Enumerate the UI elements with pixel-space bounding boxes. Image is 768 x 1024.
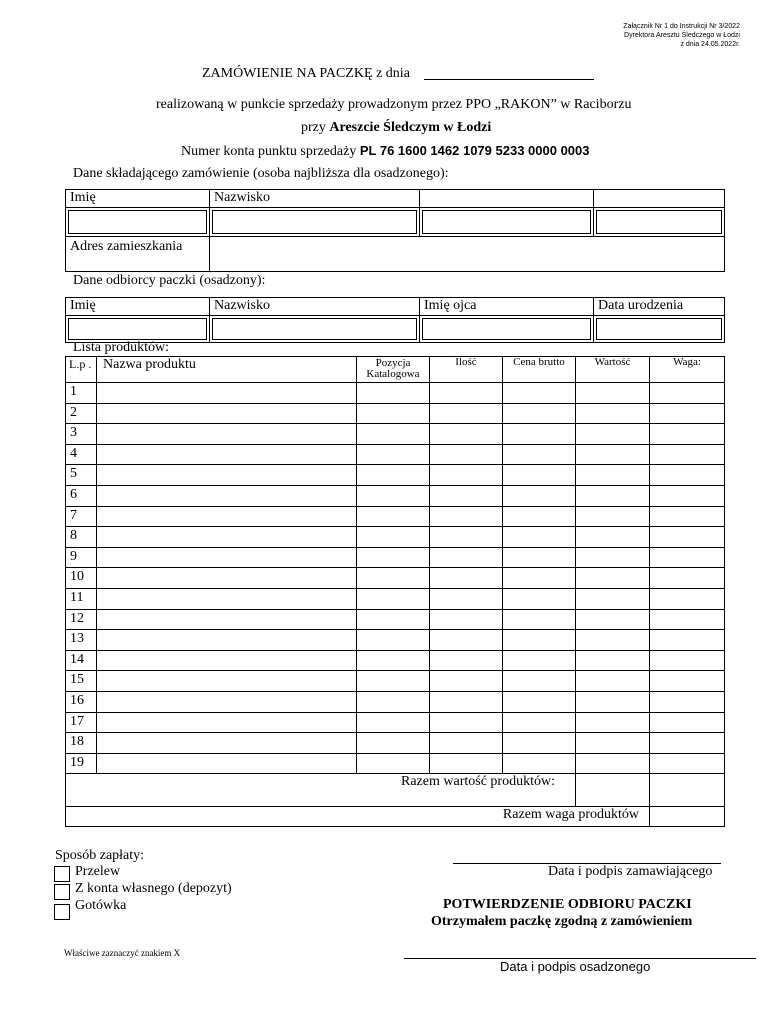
row-number: 7 [66,506,97,527]
row-product-name[interactable] [97,712,357,733]
row-product-name[interactable] [97,691,357,712]
row-value[interactable] [576,712,650,733]
row-gross-price[interactable] [503,527,576,548]
row-gross-price[interactable] [503,506,576,527]
account-number: PL 76 1600 1462 1079 5233 0000 0003 [359,143,590,158]
header-gross-price: Cena brutto [503,357,576,383]
table-row [66,465,725,486]
row-catalog-position[interactable] [357,733,430,754]
header-value: Wartość [576,357,650,383]
row-weight[interactable] [650,568,725,589]
row-catalog-position[interactable] [357,403,430,424]
row-value[interactable] [576,630,650,651]
row-gross-price[interactable] [503,753,576,774]
orderer-extra-header-2 [594,190,725,208]
row-quantity[interactable] [430,547,503,568]
row-quantity[interactable] [430,527,503,548]
row-catalog-position[interactable] [357,650,430,671]
attachment-note-line2: Dyrektora Aresztu Śledczego w Łodzi [624,32,740,39]
row-product-name[interactable] [97,527,357,548]
row-number: 19 [66,753,97,774]
row-weight[interactable] [650,588,725,609]
table-row [66,506,725,527]
table-row [66,650,725,671]
row-weight[interactable] [650,403,725,424]
row-gross-price[interactable] [503,712,576,733]
row-number: 8 [66,527,97,548]
row-weight[interactable] [650,527,725,548]
order-date-field[interactable] [424,79,594,80]
row-product-name[interactable] [97,485,357,506]
row-value[interactable] [576,403,650,424]
row-number: 9 [66,547,97,568]
attachment-note-line3: z dnia 24.05.2022r. [680,41,740,48]
table-row [66,609,725,630]
table-row [66,753,725,774]
row-product-name[interactable] [97,630,357,651]
row-product-name[interactable] [97,733,357,754]
row-quantity[interactable] [430,650,503,671]
total-value-weight-field[interactable] [650,774,725,807]
row-quantity[interactable] [430,403,503,424]
row-quantity[interactable] [430,465,503,486]
row-value[interactable] [576,733,650,754]
header-lp: L.p . [66,357,97,383]
row-product-name[interactable] [97,568,357,589]
orderer-first-name-label: Imię [66,190,210,208]
inmate-signature-label: Data i podpis osadzonego [500,959,651,974]
row-value[interactable] [576,444,650,465]
row-product-name[interactable] [97,753,357,774]
payment-deposit-checkbox[interactable] [54,884,70,900]
row-product-name[interactable] [97,650,357,671]
row-catalog-position[interactable] [357,609,430,630]
row-catalog-position[interactable] [357,424,430,445]
row-value[interactable] [576,568,650,589]
row-value[interactable] [576,609,650,630]
row-catalog-position[interactable] [357,506,430,527]
total-value-label: Razem wartość produktów: [401,774,555,790]
recipient-father-name-label: Imię ojca [420,298,594,316]
payment-deposit-label: Z konta własnego (depozyt) [75,881,232,896]
table-row [66,444,725,465]
row-weight[interactable] [650,506,725,527]
orderer-address-label: Adres zamieszkania [66,237,210,272]
row-weight[interactable] [650,671,725,692]
footnote: Właściwe zaznaczyć znakiem X [64,948,181,958]
row-weight[interactable] [650,547,725,568]
row-quantity[interactable] [430,424,503,445]
header-product-name: Nazwa produktu [97,357,357,383]
row-quantity[interactable] [430,568,503,589]
row-product-name[interactable] [97,547,357,568]
row-value[interactable] [576,547,650,568]
row-catalog-position[interactable] [357,630,430,651]
row-gross-price[interactable] [503,547,576,568]
recipient-first-name-label: Imię [66,298,210,316]
row-product-name[interactable] [97,465,357,486]
row-weight[interactable] [650,465,725,486]
attachment-note [560,22,740,49]
table-row [66,671,725,692]
orderer-first-name-field[interactable] [66,208,210,237]
row-number: 3 [66,424,97,445]
row-number: 11 [66,588,97,609]
payment-transfer-checkbox[interactable] [54,866,70,882]
table-row [66,568,725,589]
row-product-name[interactable] [97,383,357,404]
row-weight[interactable] [650,444,725,465]
row-number: 1 [66,383,97,404]
total-weight-field[interactable] [650,807,725,827]
row-value[interactable] [576,691,650,712]
subtitle-prefix: przy [301,120,330,135]
row-value[interactable] [576,465,650,486]
row-gross-price[interactable] [503,671,576,692]
row-catalog-position[interactable] [357,444,430,465]
row-value[interactable] [576,650,650,671]
recipient-first-name-field[interactable] [66,316,210,343]
header-weight: Waga: [650,357,725,383]
table-row [66,712,725,733]
row-gross-price[interactable] [503,485,576,506]
row-value[interactable] [576,383,650,404]
row-quantity[interactable] [430,609,503,630]
header-catalog-position: Pozycja Katalogowa [357,357,430,383]
total-value-label-cell [66,774,576,807]
table-row [66,424,725,445]
row-gross-price[interactable] [503,444,576,465]
orderer-table [65,189,725,272]
row-quantity[interactable] [430,630,503,651]
row-number: 10 [66,568,97,589]
row-number: 17 [66,712,97,733]
row-weight[interactable] [650,712,725,733]
orderer-last-name-label: Nazwisko [210,190,420,208]
row-number: 2 [66,403,97,424]
row-gross-price[interactable] [503,383,576,404]
row-quantity[interactable] [430,691,503,712]
row-gross-price[interactable] [503,403,576,424]
products-section-title: Lista produktów: [73,340,170,355]
row-catalog-position[interactable] [357,485,430,506]
header-quantity: Ilość [430,357,503,383]
attachment-note-line1: Załącznik Nr 1 do Instrukcji Nr 3/2022 [623,23,740,30]
row-catalog-position[interactable] [357,753,430,774]
row-value[interactable] [576,424,650,445]
table-row [66,403,725,424]
row-gross-price[interactable] [503,691,576,712]
products-table [65,356,725,827]
table-row [66,485,725,506]
account-prefix: Numer konta punktu sprzedaży [181,144,360,159]
row-value[interactable] [576,588,650,609]
row-number: 16 [66,691,97,712]
row-number: 15 [66,671,97,692]
row-product-name[interactable] [97,403,357,424]
confirmation-text: Otrzymałem paczkę zgodną z zamówieniem [431,914,693,929]
orderer-last-name-field[interactable] [210,208,420,237]
row-gross-price[interactable] [503,588,576,609]
row-weight[interactable] [650,650,725,671]
row-product-name[interactable] [97,506,357,527]
recipient-section-title: Dane odbiorcy paczki (osadzony): [73,273,266,288]
subtitle-line-2 [301,120,491,136]
row-quantity[interactable] [430,506,503,527]
row-value[interactable] [576,671,650,692]
payment-cash-label: Gotówka [75,898,127,913]
row-quantity[interactable] [430,444,503,465]
row-catalog-position[interactable] [357,671,430,692]
recipient-last-name-label: Nazwisko [210,298,420,316]
row-weight[interactable] [650,383,725,404]
row-value[interactable] [576,753,650,774]
row-weight[interactable] [650,691,725,712]
row-number: 13 [66,630,97,651]
facility-name: Areszcie Śledczym w Łodzi [329,120,492,135]
row-weight[interactable] [650,630,725,651]
orderer-section-title: Dane składającego zamówienie (osoba najbliższa dla osadzonego): [73,166,449,181]
table-row [66,630,725,651]
page-title: ZAMÓWIENIE NA PACZKĘ z dnia [202,66,410,81]
row-product-name[interactable] [97,588,357,609]
row-number: 12 [66,609,97,630]
recipient-birth-date-field[interactable] [594,316,725,343]
row-weight[interactable] [650,424,725,445]
row-weight[interactable] [650,485,725,506]
row-gross-price[interactable] [503,609,576,630]
row-value[interactable] [576,485,650,506]
row-weight[interactable] [650,753,725,774]
table-row [66,733,725,754]
orderer-signature-label: Data i podpis zamawiającego [548,864,713,879]
row-quantity[interactable] [430,671,503,692]
row-value[interactable] [576,527,650,548]
recipient-birth-date-label: Data urodzenia [594,298,725,316]
payment-label: Sposób zapłaty: [55,848,145,863]
orderer-extra-header [420,190,594,208]
row-number: 5 [66,465,97,486]
product-rows [66,383,725,774]
orderer-address-field[interactable] [210,237,725,272]
row-number: 18 [66,733,97,754]
table-row [66,691,725,712]
row-quantity[interactable] [430,383,503,404]
row-quantity[interactable] [430,733,503,754]
table-row [66,383,725,404]
row-catalog-position[interactable] [357,383,430,404]
recipient-table [65,297,725,343]
row-quantity[interactable] [430,712,503,733]
row-number: 6 [66,485,97,506]
recipient-father-name-field[interactable] [420,316,594,343]
row-catalog-position[interactable] [357,527,430,548]
total-value-field[interactable] [576,774,650,807]
row-product-name[interactable] [97,444,357,465]
orderer-extra-field[interactable] [420,208,594,237]
subtitle-line-1: realizowaną w punkcie sprzedaży prowadzonym przez PPO „RAKON” w Raciborzu [156,97,632,112]
row-catalog-position[interactable] [357,691,430,712]
row-gross-price[interactable] [503,630,576,651]
payment-transfer-label: Przelew [75,864,121,879]
total-weight-label: Razem waga produktów [66,807,650,827]
row-product-name[interactable] [97,671,357,692]
row-value[interactable] [576,506,650,527]
row-gross-price[interactable] [503,465,576,486]
row-product-name[interactable] [97,609,357,630]
row-weight[interactable] [650,733,725,754]
row-quantity[interactable] [430,588,503,609]
row-gross-price[interactable] [503,568,576,589]
row-number: 14 [66,650,97,671]
row-product-name[interactable] [97,424,357,445]
row-catalog-position[interactable] [357,465,430,486]
row-catalog-position[interactable] [357,568,430,589]
row-gross-price[interactable] [503,650,576,671]
row-weight[interactable] [650,609,725,630]
recipient-last-name-field[interactable] [210,316,420,343]
row-catalog-position[interactable] [357,588,430,609]
orderer-extra-field-2[interactable] [594,208,725,237]
account-line [181,143,589,160]
table-row [66,527,725,548]
row-gross-price[interactable] [503,424,576,445]
row-catalog-position[interactable] [357,712,430,733]
table-row [66,588,725,609]
row-quantity[interactable] [430,485,503,506]
row-quantity[interactable] [430,753,503,774]
row-number: 4 [66,444,97,465]
payment-cash-checkbox[interactable] [54,904,70,920]
table-row [66,547,725,568]
row-gross-price[interactable] [503,733,576,754]
row-catalog-position[interactable] [357,547,430,568]
confirmation-title: POTWIERDZENIE ODBIORU PACZKI [443,897,692,912]
